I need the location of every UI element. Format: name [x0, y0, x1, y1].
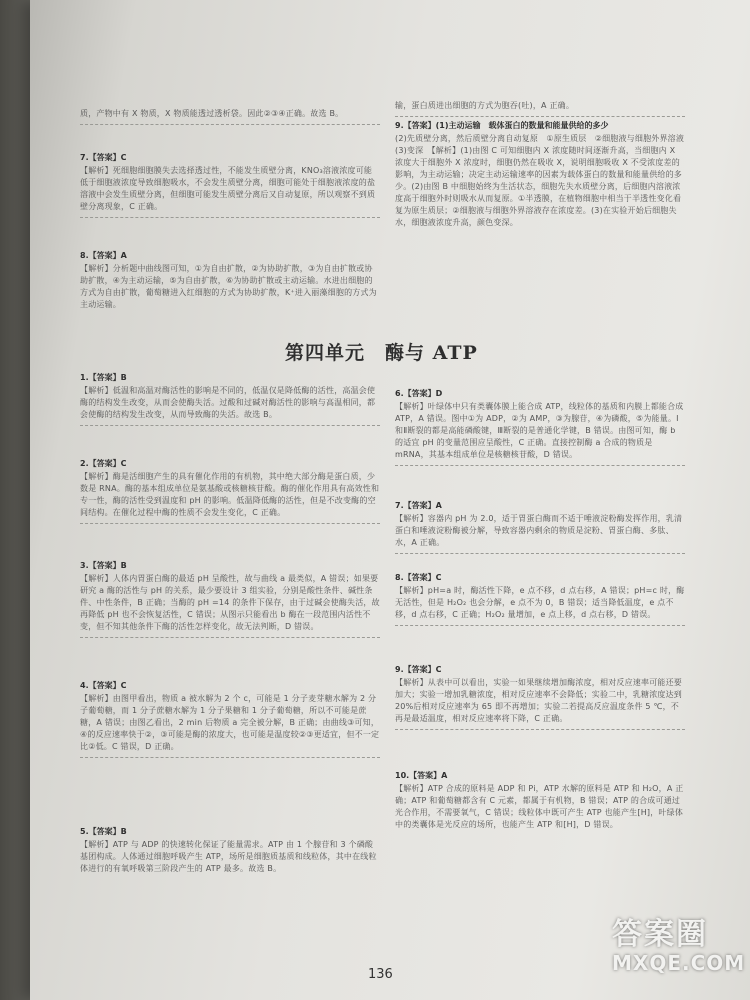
answer-label: 3.【答案】B	[80, 561, 127, 570]
answer-block	[80, 680, 380, 758]
answer-block	[395, 664, 685, 730]
answer-block	[80, 826, 380, 879]
analysis-text: 【解析】死细胞细胞膜失去选择透过性，不能发生质壁分离，KNO₃溶液浓度可能低于细胞液浓度导致细胞吸水，不会发生质壁分离，细胞可能处于细胞液浓度的盐溶液中会发生质壁分离，但细胞可能发生质壁分离后又自动复原，所以观察不到质壁分离现象，C 正确。	[80, 166, 376, 211]
analysis-text: 【解析】从表中可以看出，实验一如果继续增加酶浓度，相对反应速率可能还要加大；实验一增加乳糖浓度，相对反应速率不会降低；实验二中，乳糖浓度达到 20%后相对反应速率为 65 即不再增加；实验二若提高反应温度条件 5 ℃，不再是最适温度，相对反应速率将下降，C 正确。	[395, 678, 682, 723]
answer-label: 10.【答案】A	[395, 771, 448, 780]
watermark-logo	[612, 918, 745, 974]
answer-block	[80, 250, 380, 315]
answer-block	[395, 100, 685, 117]
answer-block	[80, 458, 380, 524]
analysis-text: 【解析】容器内 pH 为 2.0，适于胃蛋白酶而不适于唾液淀粉酶发挥作用，乳清蛋白和唾液淀粉酶被分解，导致容器内剩余的物质是淀粉、胃蛋白酶、多肽、水，A 正确。	[395, 514, 683, 547]
analysis-text: 输，蛋白质进出细胞的方式为胞吞(吐)，A 正确。	[395, 101, 575, 110]
analysis-text: 【解析】ATP 合成的原料是 ADP 和 Pi，ATP 水解的原料是 ATP 和 H₂O，A 正确；ATP 和葡萄糖都含有 C 元素，都属于有机物，B 错误；ATP 的合成可通过光合作用，不需要氧气，C 错误；线粒体中既可产生 ATP 也能产生[H]，叶绿体中的类囊体是光反应的场所，也能产生 ATP 和[H]，D 错误。	[395, 784, 684, 829]
answer-block	[80, 560, 380, 638]
answer-block	[80, 152, 380, 218]
analysis-text: 【解析】分析题中曲线图可知，①为自由扩散，②为协助扩散，③为自由扩散或协助扩散，④为主动运输，⑤为自由扩散，⑥为协助扩散或主动运输。水进出细胞的方式为自由扩散，葡萄糖进入红细胞的方式为协助扩散，K⁺进入丽藻细胞的方式为主动运输。	[80, 264, 377, 309]
answer-label: 8.【答案】A	[80, 251, 127, 260]
unit-title: 第四单元 酶与 ATP	[285, 342, 478, 364]
analysis-text: 【解析】酶是活细胞产生的具有催化作用的有机物，其中绝大部分酶是蛋白质，少数是 RNA。酶的基本组成单位是氨基酸或核糖核苷酸。酶的催化作用具有高效性和专一性，酶的活性受到温度和 pH 的影响。低温降低酶的活性，但是不改变酶的空间结构。在催化过程中酶的性质不会发生变化，C 正确。	[80, 472, 380, 517]
analysis-text: (2)先质壁分离，然后质壁分离自动复原 ①原生质层 ②细胞液与细胞外界溶液 (3)变深 【解析】(1)由图 C 可知细胞内 X 浓度随时间逐渐升高，当细胞内 X 浓度大于细胞外 X 浓度时，细胞仍然在吸收 X，说明细胞吸收 X 不受浓度差的影响，为主动运输；决定主动运输速率的因素为载体蛋白的数量和能量供给的多少。(2)由图 B 中细胞始终为生活状态，细胞先失水质壁分离，后细胞内溶液浓度高于细胞外时则吸水从而复原。①半透膜，在植物细胞中相当于半透性变化看复为原生质层；②细胞液与细胞外界溶液存在浓度差。(3)在实验开始后细胞失水，细胞液浓度升高，颜色变深。	[395, 134, 685, 227]
page-number: 136	[368, 967, 393, 982]
answer-label: 5.【答案】B	[80, 827, 127, 836]
answer-block	[80, 108, 380, 125]
answer-label: 6.【答案】D	[395, 389, 443, 398]
answer-label: 7.【答案】A	[395, 501, 442, 510]
answer-block	[395, 500, 685, 554]
analysis-text: 【解析】叶绿体中只有类囊体膜上能合成 ATP，线粒体的基质和内膜上都能合成 ATP，A 错误。图中①为 ADP，②为 AMP，③为腺苷，④为磷酸，⑤为能量。Ⅰ和Ⅱ断裂的都是高能磷酸键，Ⅲ断裂的是普通化学键，B 错误。由图可知，酶 b 的适宜 pH 的变量范围应呈酸性，C 正确。直接控制酶 a 合成的物质是 mRNA，其基本组成单位是核糖核苷酸，D 错误。	[395, 402, 684, 459]
analysis-text: 【解析】由图甲看出，物质 a 被水解为 2 个 c，可能是 1 分子麦芽糖水解为 2 分子葡萄糖，而 1 分子蔗糖水解为 1 分子果糖和 1 分子葡萄糖，所以不可能是蔗糖，A 错误；由图乙看出，2 min 后物质 a 完全被分解，B 正确；由曲线③可知，④的反应速率快于②，③可能是酶的浓度大，也可能是温度较②③更适宜，但不一定比②低。C 错误，D 正确。	[80, 694, 380, 751]
answer-label: 9.【答案】C	[395, 665, 442, 674]
answer-label: 1.【答案】B	[80, 373, 127, 382]
answer-block	[395, 388, 685, 466]
answer-block	[395, 770, 685, 835]
analysis-text: 【解析】pH=a 时，酶活性下降，e 点不移，d 点右移，A 错误；pH=c 时，酶无活性，但是 H₂O₂ 也会分解，e 点不为 0，B 错误；适当降低温度，e 点不移，d 点右移，C 正确；H₂O₂ 量增加，e 点上移，d 点右移，D 错误。	[395, 586, 685, 619]
answer-label: 7.【答案】C	[80, 153, 127, 162]
analysis-text: 质，产物中有 X 物质，X 物质能透过透析袋。因此②③④正确。故选 B。	[80, 109, 344, 118]
answer-label: 2.【答案】C	[80, 459, 127, 468]
analysis-text: 【解析】人体内胃蛋白酶的最适 pH 呈酸性，故与曲线 a 最类似，A 错误；如果要研究 a 酶的活性与 pH 的关系，最少要设计 3 组实验，分别是酸性条件、碱性条件、中性条件，B 正确；当酶的 pH =14 的条件下保存，由于过碱会使酶失活，故再降低 pH 也不会恢复活性，C 错误；从图示只能看出 b 酶在一段范围内活性不变，但不知其他条件下酶的活性怎样变化，故无法判断，D 错误。	[80, 574, 380, 631]
answer-label: 4.【答案】C	[80, 681, 127, 690]
watermark-line1: 答案圈	[612, 917, 708, 952]
answer-block	[395, 120, 685, 233]
watermark-line2: MXQE.COM	[612, 951, 746, 975]
analysis-text: 【解析】低温和高温对酶活性的影响是不同的，低温仅是降低酶的活性，高温会使酶的结构发生改变，从而会使酶失活。过酸和过碱对酶活性的影响与高温相同，都会使酶的结构发生改变，从而导致酶的失活。故选 B。	[80, 386, 376, 419]
answer-label: 9.【答案】(1)主动运输 载体蛋白的数量和能量供给的多少	[395, 121, 609, 130]
answer-block	[80, 372, 380, 426]
answer-block	[395, 572, 685, 626]
analysis-text: 【解析】ATP 与 ADP 的快速转化保证了能量需求。ATP 由 1 个腺苷和 3 个磷酸基团构成。人体通过细胞呼吸产生 ATP，场所是细胞质基质和线粒体，其中在线粒体进行的有氧呼吸第三阶段产生的 ATP 最多。故选 B。	[80, 840, 377, 873]
answer-label: 8.【答案】C	[395, 573, 442, 582]
